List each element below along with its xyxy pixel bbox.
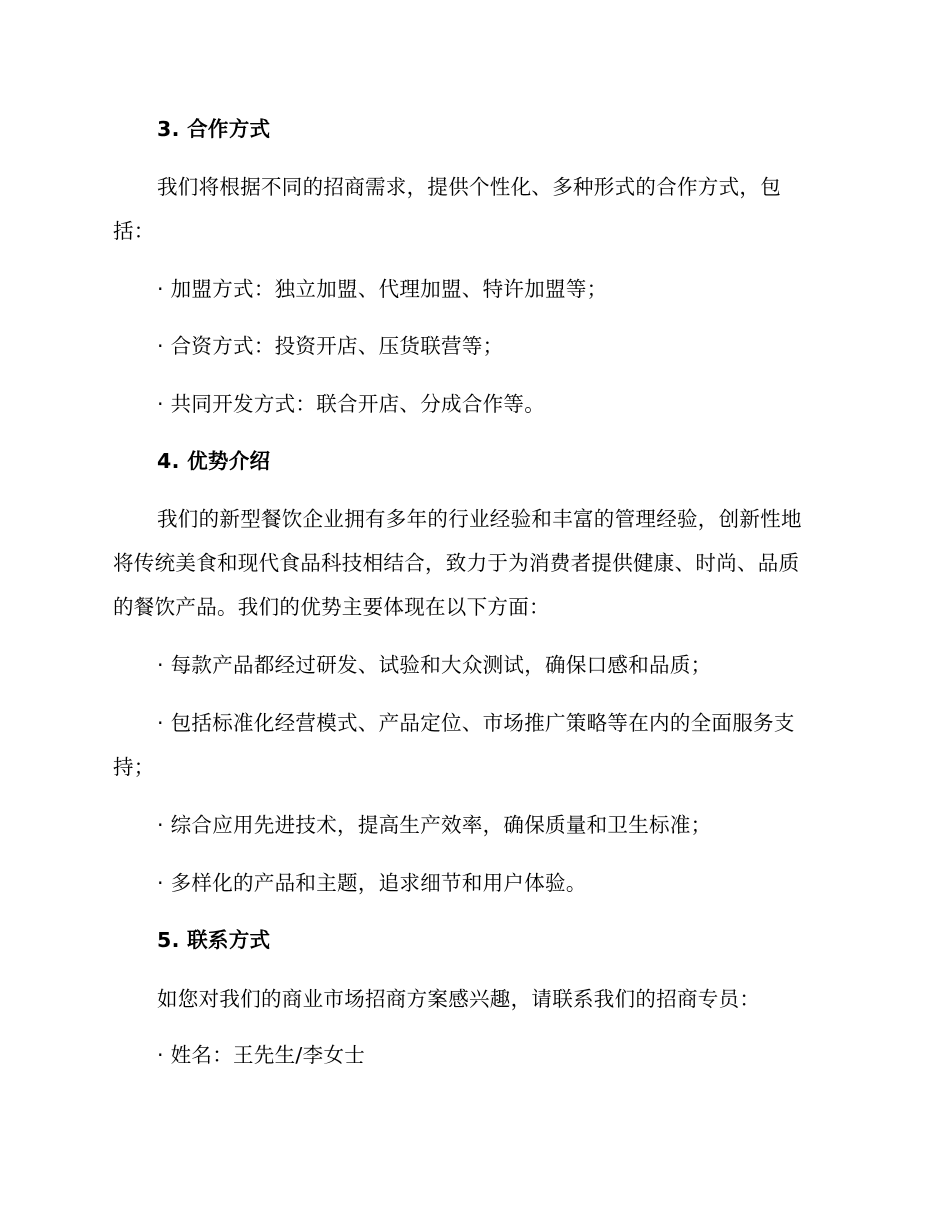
list-item-contact-name: · 姓名：王先生/李女士 (157, 1043, 366, 1067)
list-item: · 包括标准化经营模式、产品定位、市场推广策略等在内的全面服务支 (157, 711, 795, 735)
paragraph-line: 如您对我们的商业市场招商方案感兴趣，请联系我们的招商专员： (157, 987, 761, 1011)
list-item: · 每款产品都经过研发、试验和大众测试，确保口感和品质； (157, 653, 712, 677)
list-item: · 多样化的产品和主题，追求细节和用户体验。 (157, 871, 587, 895)
list-item-joint-venture: · 合资方式：投资开店、压货联营等； (157, 334, 504, 358)
paragraph-line: 的餐饮产品。我们的优势主要体现在以下方面： (113, 595, 550, 619)
paragraph-line: 我们将根据不同的招商需求，提供个性化、多种形式的合作方式，包 (157, 175, 781, 199)
paragraph-line: 将传统美食和现代食品科技相结合，致力于为消费者提供健康、时尚、品质 (113, 551, 800, 575)
list-item-franchise: · 加盟方式：独立加盟、代理加盟、特许加盟等； (157, 277, 608, 301)
paragraph-line: 括： (113, 219, 155, 243)
section-heading-contact: 5. 联系方式 (157, 928, 271, 952)
section-heading-advantages: 4. 优势介绍 (157, 449, 271, 473)
list-item-co-development: · 共同开发方式：联合开店、分成合作等。 (157, 392, 546, 416)
paragraph-line: 我们的新型餐饮企业拥有多年的行业经验和丰富的管理经验，创新性地 (157, 507, 802, 531)
list-item: · 综合应用先进技术，提高生产效率，确保质量和卫生标准； (157, 813, 712, 837)
section-heading-cooperation: 3. 合作方式 (157, 117, 271, 141)
list-item-continuation: 持； (113, 755, 155, 779)
